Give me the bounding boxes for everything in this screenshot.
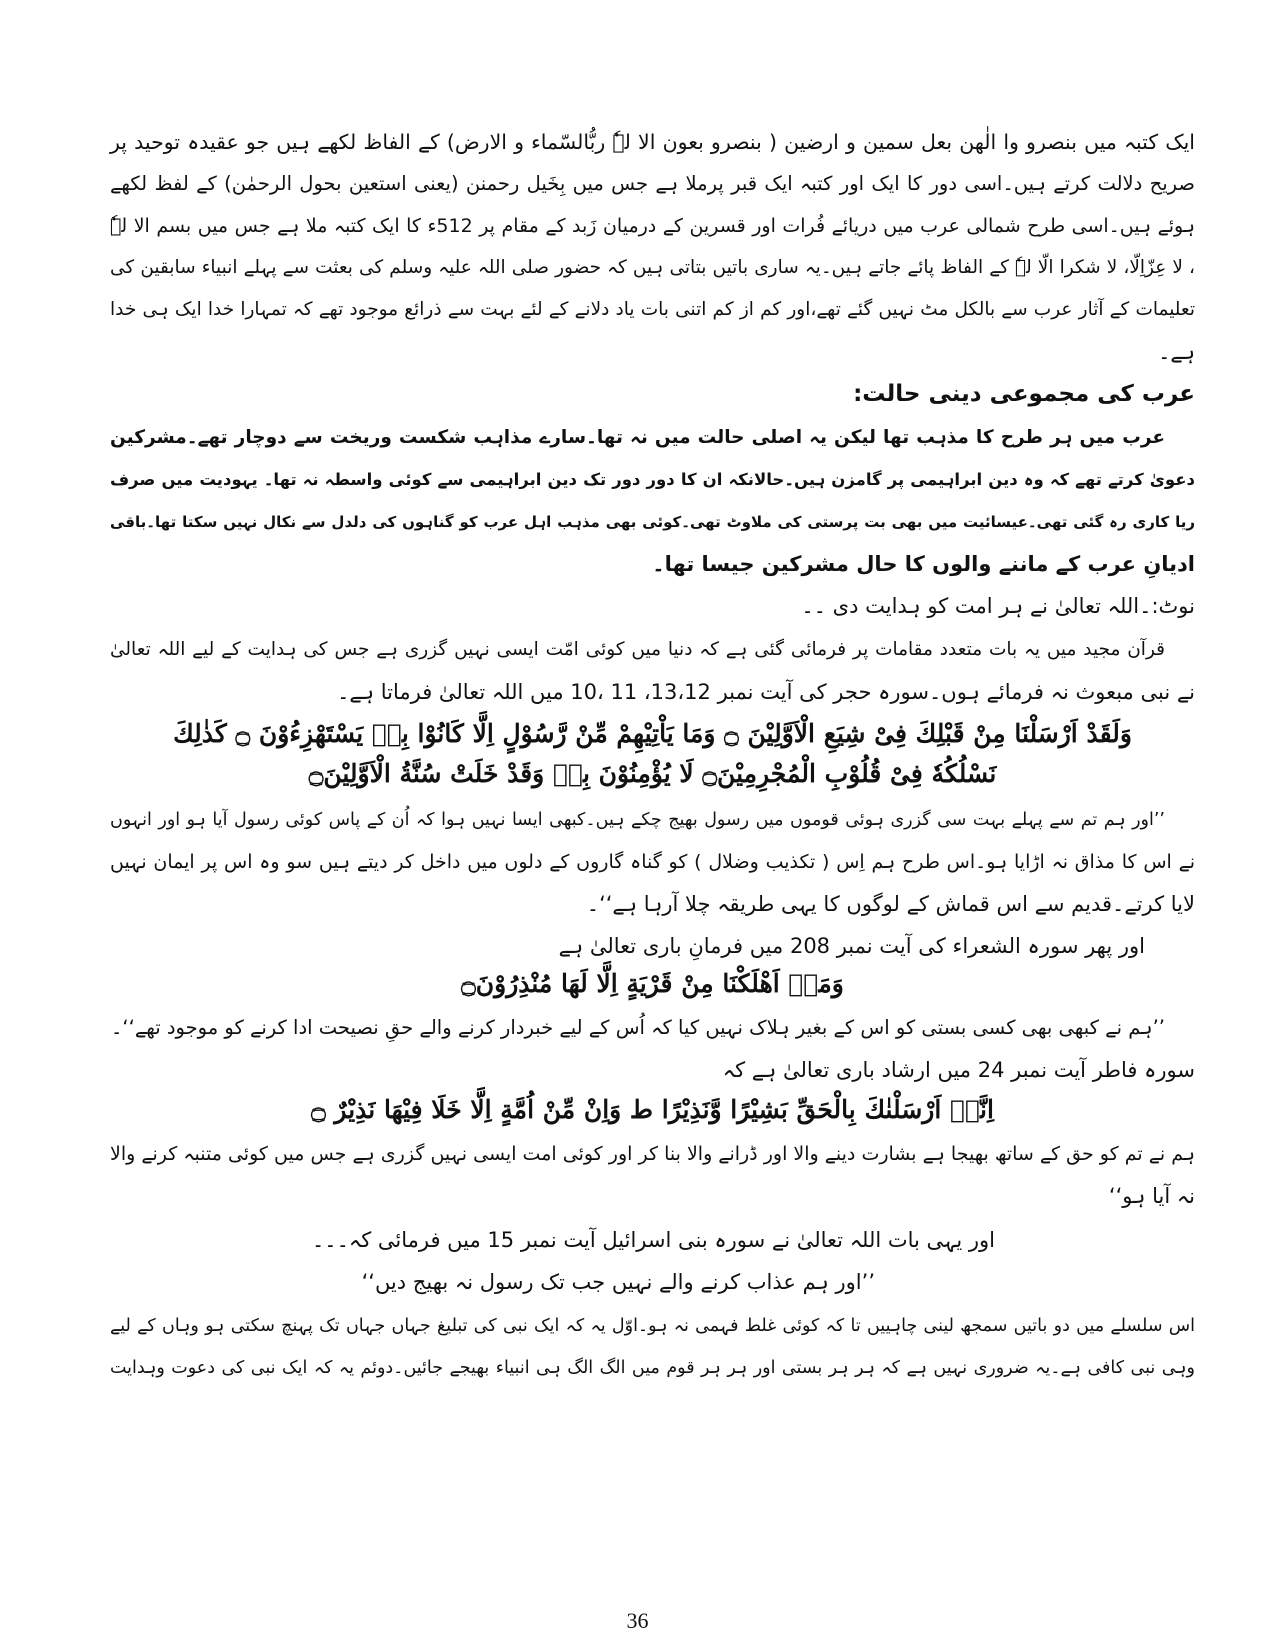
translation-shuara: ’’ہم نے کبھی بھی کسی بستی کو اس کے بغیر ہلاک نہیں کیا کہ اُس کے لیے خبردار کرنے والے حقِ نصیحت ادا کرنے کو موجود تھے‘‘۔: [111, 1016, 1165, 1039]
quran-para-line: قرآن مجید میں یہ بات متعدد مقامات پر فرمائی گئی ہے کہ دنیا میں کوئی امّت ایسی نہیں گزری ہے جس کی ہدایت کے لیے اللہ تعالیٰ: [110, 639, 1165, 660]
note-line: نوٹ:۔اللہ تعالیٰ نے ہر امت کو ہدایت دی ۔۔: [801, 594, 1195, 618]
translation-fatir-line: نہ آیا ہو‘‘: [1108, 1184, 1195, 1208]
translation-line: لایا کرتے۔قدیم سے اس قماش کے لوگوں کا یہی طریقہ چلا آرہا ہے‘‘۔: [586, 892, 1195, 916]
religion-line: دعویٰ کرتے تھے کہ وہ دین ابراہیمی پر گامزن ہیں۔حالانکہ ان کا دور دور تک دین ابراہیمی سے کوئی واسطہ نہ تھا۔ یہودیت میں صرف: [110, 470, 1195, 489]
fatir-intro: سورہ فاطر آیت نمبر 24 میں ارشاد باری تعالیٰ ہے کہ: [722, 1058, 1195, 1082]
intro-line: ، لا عِزّاِلّا، لا شکرا الّا لہٗ کے الفاظ پائے جاتے ہیں۔یہ ساری باتیں بتاتی ہیں کہ حضور صلی اللہ علیہ وسلم کی بعثت سے پہلے انبیاء سابقین کی: [110, 257, 1195, 278]
intro-line: ایک کتبہ میں بنصرو وا الٰھن بعل سمین و ارضین ( بنصرو بعون الا لہٗ ربُّالسّماء و الارض) کے الفاظ لکھے ہیں جو عقیدہ توحید پر: [110, 130, 1195, 154]
religion-line: ریا کاری رہ گئی تھی۔عیسائیت میں بھی بت پرستی کی ملاوٹ تھی۔کوئی بھی مذہب اہل عرب کو گناہوں کی دلدل سے نکال نہیں سکتا تھا۔باقی: [110, 513, 1195, 531]
closing-line: وہی نبی کافی ہے۔یہ ضروری نہیں ہے کہ ہر ہر بستی اور ہر ہر قوم میں الگ الگ ہی انبیاء بھیجے جائیں۔دوئم یہ کہ ایک نبی کی دعوت وہدایت: [110, 1358, 1195, 1378]
intro-line: ہوئے ہیں۔اسی طرح شمالی عرب میں دریائے فُرات اور قسرین کے درمیان زَبد کے مقام پر 512ء کا ایک کتبہ ملا ہے جس میں بسم الا لہٗ: [110, 215, 1195, 237]
translation-fatir-line: ہم نے تم کو حق کے ساتھ بھیجا ہے بشارت دینے والا اور ڈرانے والا بنا کر اور کوئی امت ایسی نہیں گزری ہے جس میں کوئی متنبہ کرنے والا: [110, 1143, 1195, 1165]
page-number: 36: [626, 1608, 649, 1633]
israel-intro: اور یہی بات اللہ تعالیٰ نے سورہ بنی اسرائیل آیت نمبر 15 میں فرمائی کہ۔۔۔: [311, 1228, 995, 1252]
religion-line: ادیانِ عرب کے ماننے والوں کا حال مشرکین جیسا تھا۔: [652, 552, 1195, 576]
ayah-hijr-line: وَلَقَدْ اَرْسَلْنَا مِنْ قَبْلِكَ فِیْ شِیَعِ الْاَوَّلِیْنَ ۝ وَمَا یَاْتِیْهِمْ مِّنْ رَّسُوْلٍ اِلَّا كَانُوْا بِهٖ یَسْتَهْزِءُوْنَ ۝ كَذٰلِكَ: [173, 719, 1132, 748]
quran-para-line: نے نبی مبعوث نہ فرمائے ہوں۔سورہ حجر کی آیت نمبر 13،12، 11 ،10 میں اللہ تعالیٰ فرماتا ہے۔: [337, 680, 1195, 704]
shuara-intro: اور پھر سورہ الشعراء کی آیت نمبر 208 میں فرمانِ باری تعالیٰ ہے: [558, 934, 1145, 958]
intro-line: صریح دلالت کرتے ہیں۔اسی دور کا ایک اور کتبہ ایک قبر پرملا ہے جس میں بِخَیل رحمنن (یعنی استعین بحول الرحمٰن) کے لفظ لکھے: [110, 172, 1195, 195]
translation-line: نے اس کا مذاق نہ اڑایا ہو۔اس طرح ہم اِس ( تکذیب وضلال ) کو گناہ گاروں کے دلوں میں داخل کر دیتے ہیں سو وہ اس پر ایمان نہیں: [110, 851, 1195, 873]
translation-line: ’’اور ہم تم سے پہلے بہت سی گزری ہوئی قوموں میں رسول بھیج چکے ہیں۔کبھی ایسا نہیں ہوا کہ اُن کے پاس کوئی رسول آیا ہو اور انہوں: [110, 810, 1165, 830]
intro-line: ہے۔: [1158, 340, 1195, 364]
ayah-fatir: اِنَّاۤ اَرْسَلْنٰكَ بِالْحَقِّ بَشِیْرًا وَّنَذِیْرًا ط وَاِنْ مِّنْ اُمَّةٍ اِلَّا خَلَا فِیْهَا نَذِیْرٌ ۝: [311, 1095, 994, 1124]
intro-line: تعلیمات کے آثار عرب سے بالکل مٹ نہیں گئے تھے،اور کم از کم اتنی بات یاد دلانے کے لئے بہت سے ذرائع موجود تھے کہ تمہارا خدا ایک ہی خدا: [110, 299, 1195, 320]
israel-quote: ’’اور ہم عذاب کرنے والے نہیں جب تک رسول نہ بھیج دیں‘‘: [361, 1270, 875, 1294]
section-heading: عرب کی مجموعی دینی حالت:: [853, 381, 1195, 407]
closing-line: اس سلسلے میں دو باتیں سمجھ لینی چاہییں تا کہ کوئی غلط فہمی نہ ہو۔اوّل یہ کہ ایک نبی کی تبلیغ جہاں جہاں تک پہنچ سکتی ہو وہاں کے لیے: [110, 1316, 1195, 1336]
religion-line: عرب میں ہر طرح کا مذہب تھا لیکن یہ اصلی حالت میں نہ تھا۔سارے مذاہب شکست وریخت سے دوچار تھے۔مشرکین: [110, 427, 1165, 448]
ayah-hijr-line: نَسْلُكُهٗ فِیْ قُلُوْبِ الْمُجْرِمِیْنَ۝ لَا یُؤْمِنُوْنَ بِهٖ وَقَدْ خَلَتْ سُنَّةُ الْاَوَّلِیْنَ۝: [308, 759, 997, 788]
ayah-shuara: وَمَاۤ اَهْلَكْنَا مِنْ قَرْیَةٍ اِلَّا لَهَا مُنْذِرُوْنَ۝: [461, 969, 844, 998]
